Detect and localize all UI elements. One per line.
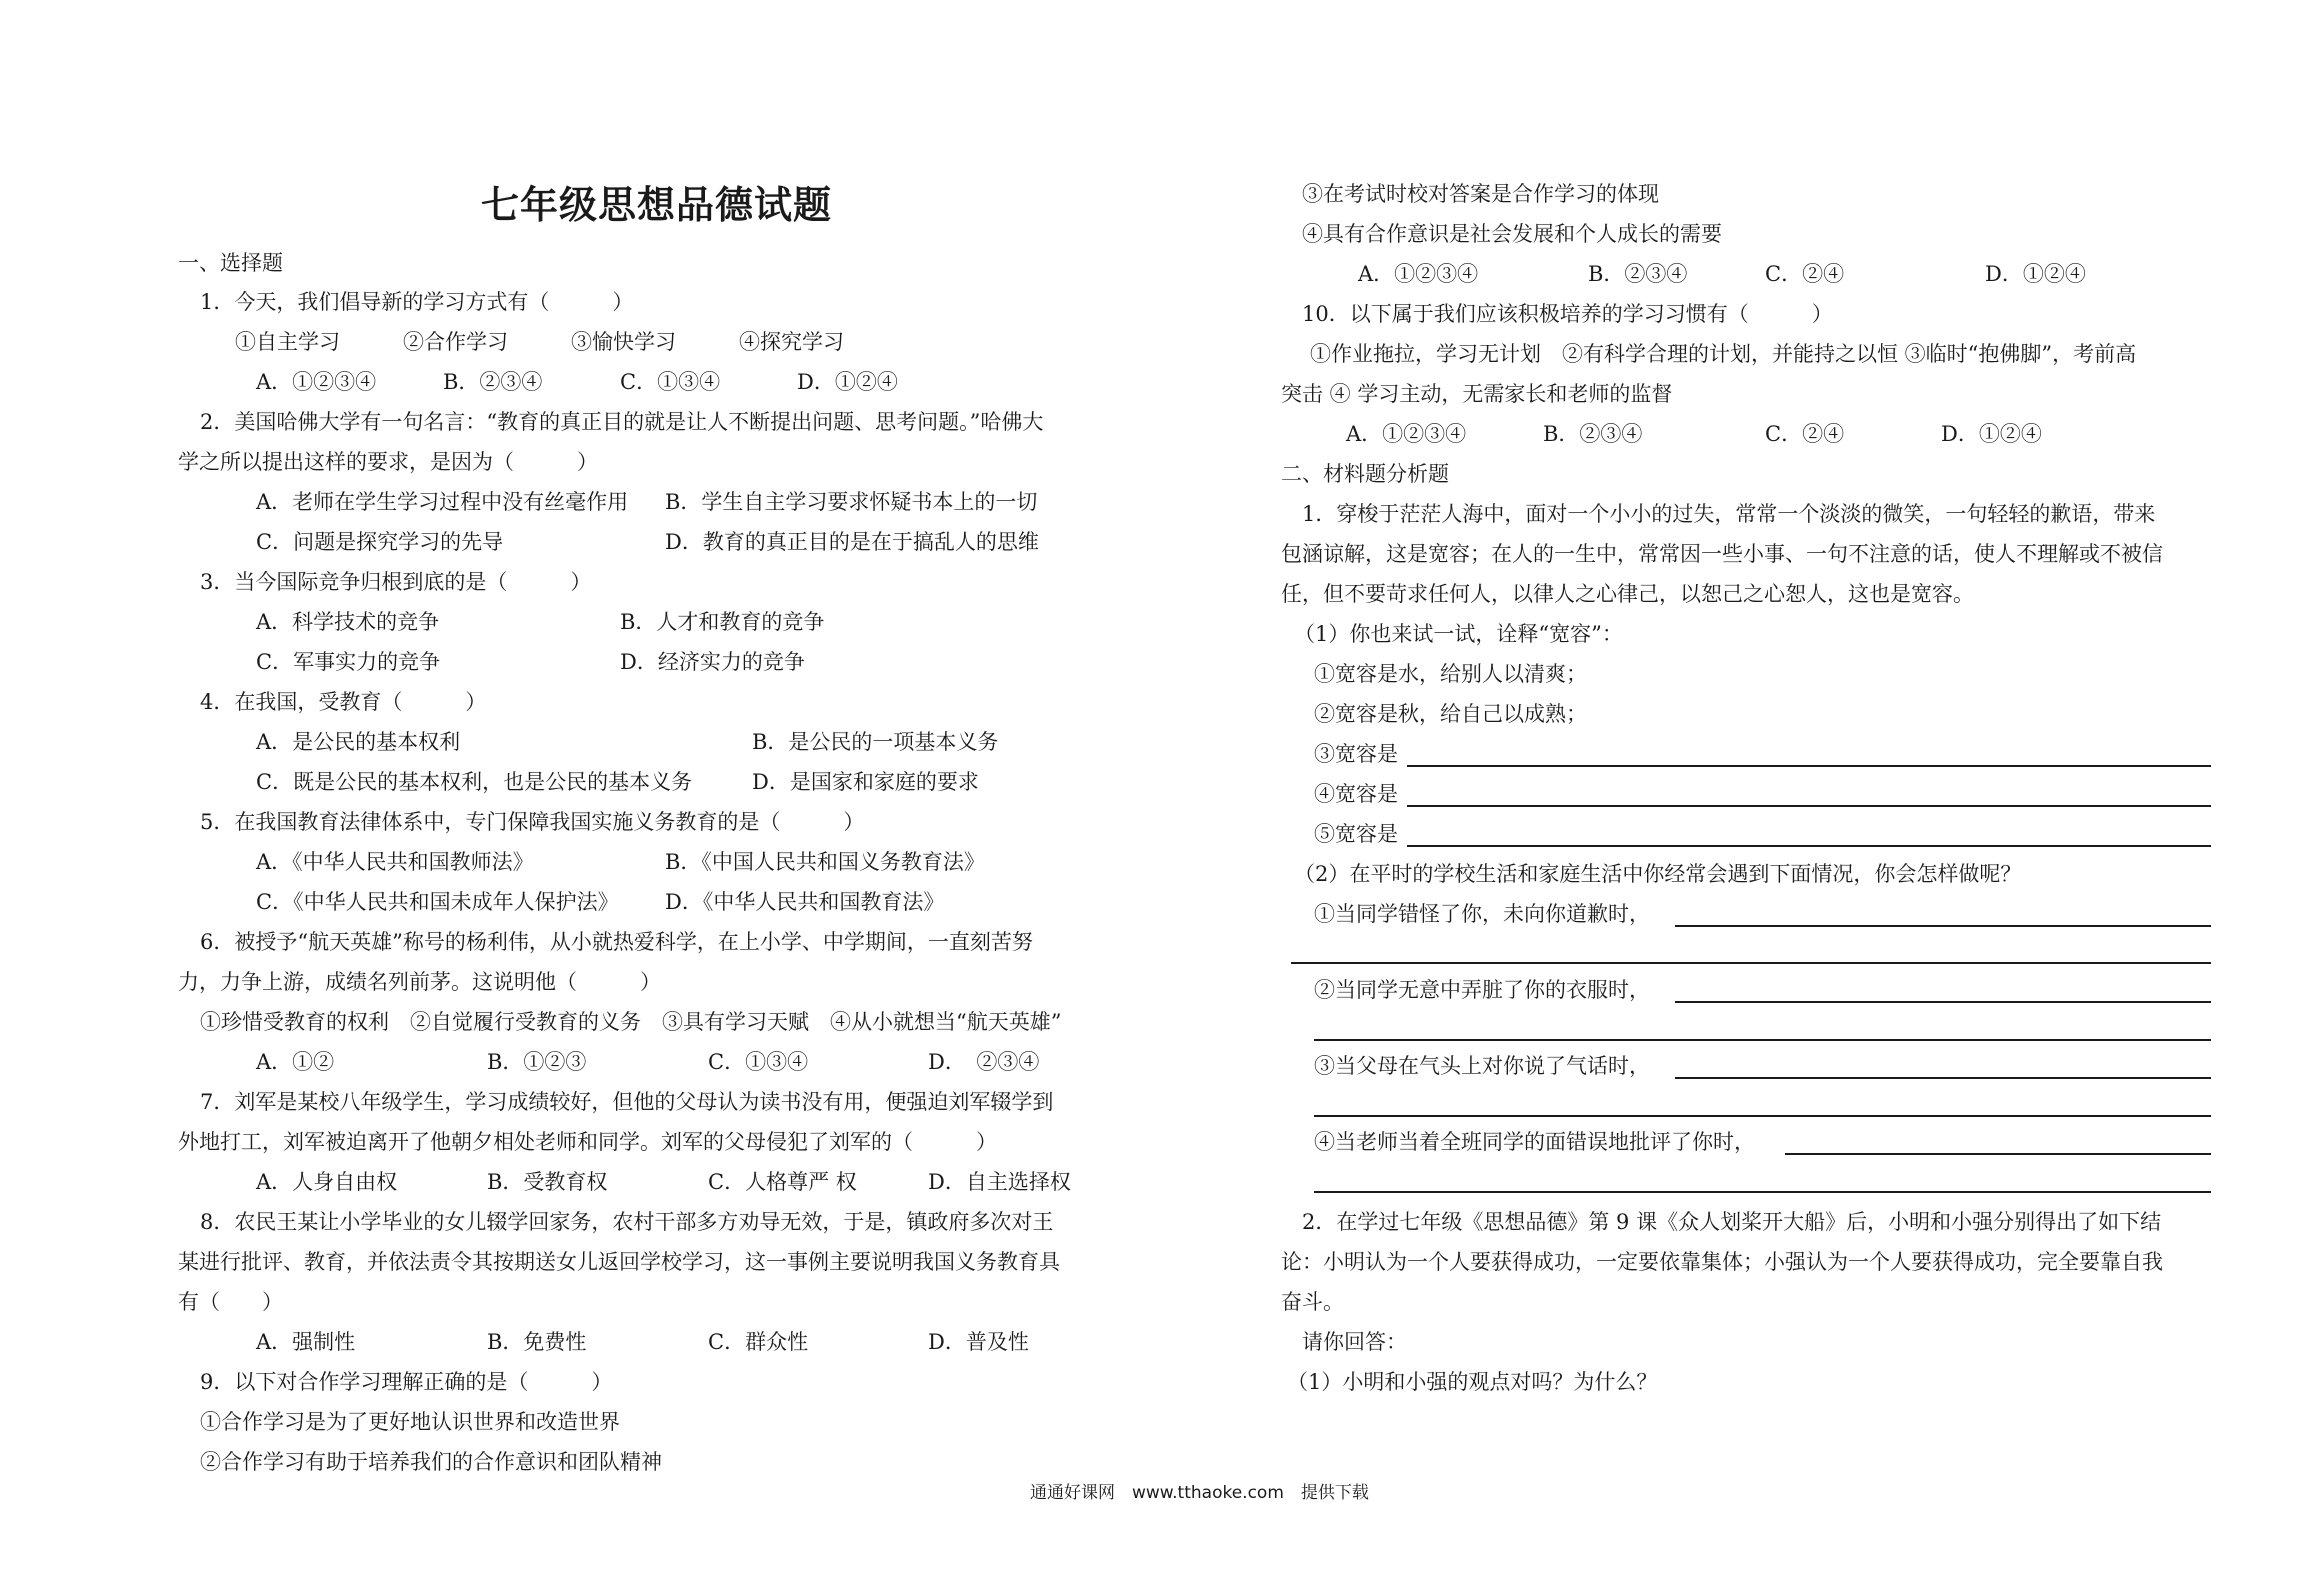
tolerance-line-3: ③宽容是 [1314, 742, 1398, 766]
question-4-stem: 4．在我国，受教育（ ） [200, 690, 487, 714]
question-2-option-d: D．教育的真正目的是在于搞乱人的思维 [665, 530, 1039, 554]
question-10-option-c: C．②④ [1765, 422, 1845, 446]
question-9-item-1: ①合作学习是为了更好地认识世界和改造世界 [200, 1410, 620, 1434]
situation-4: ④当老师当着全班同学的面错误地批评了你时， [1314, 1130, 1755, 1154]
material-2-ask: 请你回答： [1302, 1330, 1407, 1354]
question-10-option-b: B．②③④ [1543, 422, 1643, 446]
situation-4-blank-a[interactable] [1785, 1153, 2211, 1155]
question-4-option-c: C．既是公民的基本权利，也是公民的基本义务 [256, 770, 693, 794]
material-1-para-line3: 任，但不要苛求任何人，以律人之心律己，以恕己之心恕人，这也是宽容。 [1281, 582, 1974, 606]
question-3-option-b: B．人才和教育的竞争 [620, 610, 825, 634]
question-6-stem-line2: 力，力争上游，成绩名列前茅。这说明他（ ） [178, 970, 661, 994]
question-10-stem: 10．以下属于我们应该积极培养的学习习惯有（ ） [1302, 302, 1833, 326]
material-1-para-line1: 1．穿梭于茫茫人海中，面对一个小小的过失，常常一个淡淡的微笑，一句轻轻的歉语，带来 [1302, 502, 2156, 526]
question-5-option-d: D．《中华人民共和国教育法》 [665, 890, 945, 914]
material-2-para-line2: 论：小明认为一个人要获得成功，一定要依靠集体；小强认为一个人要获得成功，完全要靠自我 [1281, 1250, 2163, 1274]
material-1-sub2: （2）在平时的学校生活和家庭生活中你经常会遇到下面情况，你会怎样做呢？ [1294, 862, 2022, 886]
material-1-para-line2: 包涵谅解，这是宽容；在人的一生中，常常因一些小事、一句不注意的话，使人不理解或不被信 [1281, 542, 2163, 566]
page-title: 七年级思想品德试题 [481, 182, 833, 227]
page-footer: 通通好课网 www.tthaoke.com 提供下载 [1030, 1483, 1369, 1503]
tolerance-line-5: ⑤宽容是 [1314, 822, 1398, 846]
question-10-option-a: A．①②③④ [1346, 422, 1467, 446]
question-8-option-b: B．免费性 [487, 1330, 587, 1354]
question-9-stem: 9．以下对合作学习理解正确的是（ ） [200, 1370, 613, 1394]
question-8-option-a: A．强制性 [256, 1330, 356, 1354]
question-8-stem-line1: 8．农民王某让小学毕业的女儿辍学回家务，农村干部多方劝导无效，于是，镇政府多次对王 [200, 1210, 1054, 1234]
question-3-option-c: C．军事实力的竞争 [256, 650, 441, 674]
material-2-sub1: （1）小明和小强的观点对吗？为什么？ [1287, 1370, 1658, 1394]
question-7-stem-line2: 外地打工，刘军被迫离开了他朝夕相处老师和同学。刘军的父母侵犯了刘军的（ ） [178, 1130, 997, 1154]
question-7-option-c: C．人格尊严 权 [708, 1170, 857, 1194]
question-6-option-b: B．①②③ [487, 1050, 587, 1074]
question-8-stem-line3: 有（ ） [178, 1290, 283, 1314]
question-2-stem-line1: 2．美国哈佛大学有一句名言：“教育的真正目的就是让人不断提出问题、思考问题。”哈佛大 [200, 410, 1044, 434]
question-7-option-b: B．受教育权 [487, 1170, 608, 1194]
question-4-option-b: B．是公民的一项基本义务 [752, 730, 999, 754]
question-7-option-d: D．自主选择权 [928, 1170, 1071, 1194]
question-5-option-a: A．《中华人民共和国教师法》 [256, 850, 534, 874]
question-10-items-line2: 突击 ④ 学习主动，无需家长和老师的监督 [1281, 382, 1673, 406]
question-1-option-a: A．①②③④ [256, 370, 377, 394]
question-9-option-c: C．②④ [1765, 262, 1845, 286]
question-6-items: ①珍惜受教育的权利 ②自觉履行受教育的义务 ③具有学习天赋 ④从小就想当“航天英雄” [200, 1010, 1062, 1034]
question-2-stem-line2: 学之所以提出这样的要求，是因为（ ） [178, 450, 598, 474]
situation-2: ②当同学无意中弄脏了你的衣服时， [1314, 978, 1650, 1002]
answer-blank-4[interactable] [1407, 805, 2211, 807]
question-4-option-a: A．是公民的基本权利 [256, 730, 461, 754]
question-6-option-a: A．①② [256, 1050, 335, 1074]
question-9-option-d: D．①②④ [1985, 262, 2086, 286]
question-2-option-a: A．老师在学生学习过程中没有丝毫作用 [256, 490, 629, 514]
section-heading-material: 二、材料题分析题 [1281, 462, 1449, 486]
question-3-option-d: D．经济实力的竞争 [620, 650, 805, 674]
question-6-stem-line1: 6．被授予“航天英雄”称号的杨利伟，从小就热爱科学，在上小学、中学期间，一直刻苦努 [200, 930, 1033, 954]
question-1-stem: 1．今天，我们倡导新的学习方式有（ ） [200, 290, 634, 314]
material-2-para-line1: 2．在学过七年级《思想品德》第 9 课《众人划桨开大船》后，小明和小强分别得出了如下结 [1302, 1210, 2162, 1234]
situation-2-blank-b[interactable] [1314, 1039, 2211, 1041]
situation-1-blank-a[interactable] [1675, 925, 2211, 927]
question-7-stem-line1: 7．刘军是某校八年级学生，学习成绩较好，但他的父母认为读书没有用，便强迫刘军辍学到 [200, 1090, 1054, 1114]
question-9-item-4: ④具有合作意识是社会发展和个人成长的需要 [1302, 222, 1722, 246]
tolerance-line-1: ①宽容是水，给别人以清爽； [1314, 662, 1587, 686]
situation-3-blank-a[interactable] [1675, 1077, 2211, 1079]
question-3-stem: 3．当今国际竞争归根到底的是（ ） [200, 570, 592, 594]
answer-blank-3[interactable] [1407, 765, 2211, 767]
situation-2-blank-a[interactable] [1675, 1001, 2211, 1003]
question-10-option-d: D．①②④ [1941, 422, 2042, 446]
question-5-option-b: B．《中国人民共和国义务教育法》 [665, 850, 985, 874]
section-heading-choice: 一、选择题 [178, 251, 283, 275]
question-2-option-b: B．学生自主学习要求怀疑书本上的一切 [665, 490, 1038, 514]
material-1-sub1: （1）你也来试一试，诠释“宽容”： [1294, 622, 1623, 646]
question-5-stem: 5．在我国教育法律体系中，专门保障我国实施义务教育的是（ ） [200, 810, 865, 834]
question-1-option-d: D．①②④ [797, 370, 898, 394]
situation-1: ①当同学错怪了你，未向你道歉时， [1314, 902, 1650, 926]
answer-blank-5[interactable] [1407, 845, 2211, 847]
situation-3-blank-b[interactable] [1314, 1115, 2211, 1117]
question-6-option-c: C．①③④ [708, 1050, 809, 1074]
tolerance-line-2: ②宽容是秋，给自己以成熟； [1314, 702, 1587, 726]
question-8-option-c: C．群众性 [708, 1330, 809, 1354]
situation-3: ③当父母在气头上对你说了气话时， [1314, 1054, 1650, 1078]
question-1-option-b: B．②③④ [443, 370, 543, 394]
situation-1-blank-b[interactable] [1291, 962, 2211, 964]
question-1-option-c: C．①③④ [620, 370, 721, 394]
question-7-option-a: A．人身自由权 [256, 1170, 398, 1194]
question-3-option-a: A．科学技术的竞争 [256, 610, 440, 634]
question-2-option-c: C．问题是探究学习的先导 [256, 530, 504, 554]
question-9-option-a: A．①②③④ [1358, 262, 1479, 286]
question-10-items-line1: ①作业拖拉，学习无计划 ②有科学合理的计划，并能持之以恒 ③临时“抱佛脚”，考前高 [1310, 342, 2137, 366]
question-9-option-b: B．②③④ [1588, 262, 1688, 286]
question-4-option-d: D．是国家和家庭的要求 [752, 770, 979, 794]
question-6-option-d: D． ②③④ [928, 1050, 1040, 1074]
question-9-item-2: ②合作学习有助于培养我们的合作意识和团队精神 [200, 1450, 662, 1474]
material-2-para-line3: 奋斗。 [1281, 1290, 1344, 1314]
tolerance-line-4: ④宽容是 [1314, 782, 1398, 806]
situation-4-blank-b[interactable] [1314, 1191, 2211, 1193]
question-8-option-d: D．普及性 [928, 1330, 1029, 1354]
question-1-items: ①自主学习 ②合作学习 ③愉快学习 ④探究学习 [235, 330, 844, 354]
question-8-stem-line2: 某进行批评、教育，并依法责令其按期送女儿返回学校学习，这一事例主要说明我国义务教育具 [178, 1250, 1060, 1274]
question-9-item-3: ③在考试时校对答案是合作学习的体现 [1302, 182, 1659, 206]
question-5-option-c: C．《中华人民共和国未成年人保护法》 [256, 890, 619, 914]
